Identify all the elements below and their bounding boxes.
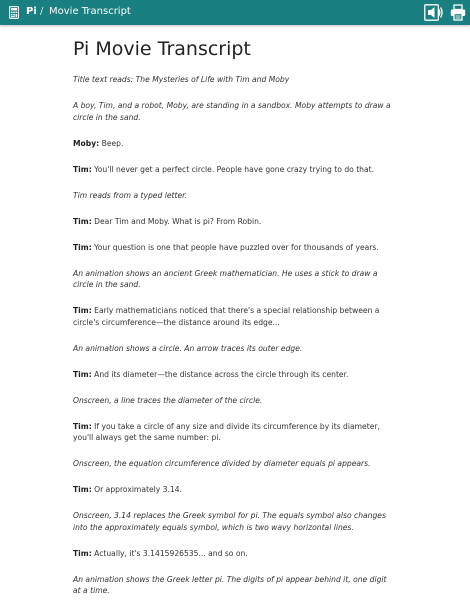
speaker-name: Tim:	[73, 306, 92, 315]
speaker-name: Tim:	[73, 369, 92, 379]
scene-description: An animation shows a circle. An arrow traces its outer edge.	[73, 343, 303, 353]
speaker-name: Tim:	[73, 164, 92, 174]
speaker-name: Tim:	[73, 548, 92, 558]
dialogue-line: Tim: Your question is one that people have puzzled over for thousands of years.	[73, 242, 379, 252]
page-title: Pi Movie Transcript	[73, 38, 251, 60]
dialogue-line: Tim: Dear Tim and Moby. What is pi? From Robin.	[73, 216, 262, 226]
speaker-name: Moby:	[73, 138, 100, 148]
breadcrumb-root-link[interactable]: Pi	[26, 6, 37, 17]
speaker-name: Tim:	[73, 216, 92, 226]
dialogue-line: Tim: Early mathematicians noticed that there's a special relationship between a circle's circumference—the distance around its edge...	[73, 306, 380, 327]
dialogue-line: Tim: Or approximately 3.14.	[73, 485, 182, 494]
scene-description: Title text reads: The Mysteries of Life with Tim and Moby	[73, 75, 290, 84]
dialogue-line: Tim: If you take a circle of any size and divide its circumference by its diameter, you'll always get the same number: pi.	[73, 421, 380, 442]
dialogue-line: Moby: Beep.	[73, 138, 124, 148]
speaker-name: Tim:	[73, 242, 92, 252]
speaker-name: Tim:	[73, 485, 92, 494]
speaker-name: Tim:	[73, 421, 92, 431]
scene-description: An animation shows an ancient Greek mathematician. He uses a stick to draw a circle in the sand.	[73, 268, 378, 289]
scene-description: An animation shows the Greek letter pi. The digits of pi appear behind it, one digit at a time.	[73, 574, 387, 595]
dialogue-line: Tim: Actually, it's 3.1415926535... and so on.	[73, 548, 248, 558]
scene-description: Tim reads from a typed letter.	[73, 190, 187, 200]
breadcrumb-current-page: Movie Transcript	[49, 6, 131, 17]
breadcrumb-separator: /	[40, 6, 44, 17]
print-icon[interactable]	[450, 4, 466, 21]
scene-description: A boy, Tim, and a robot, Moby, are standing in a sandbox. Moby attempts to draw a circle in the sand.	[73, 101, 391, 122]
audio-icon[interactable]	[424, 4, 444, 21]
dialogue-line: Tim: And its diameter—the distance across the circle through its center.	[73, 369, 349, 379]
scene-description: Onscreen, 3.14 replaces the Greek symbol for pi. The equals symbol also changes into the approximately equals symbol, which is two wavy horizontal lines.	[73, 511, 386, 532]
scene-description: Onscreen, the equation circumference divided by diameter equals pi appears.	[73, 459, 371, 468]
top-bar	[0, 0, 470, 25]
scene-description: Onscreen, a line traces the diameter of the circle.	[73, 395, 263, 405]
dialogue-line: Tim: You'll never get a perfect circle. People have gone crazy trying to do that.	[73, 164, 375, 174]
transcript-content	[73, 36, 393, 611]
calculator-icon[interactable]	[9, 6, 19, 19]
